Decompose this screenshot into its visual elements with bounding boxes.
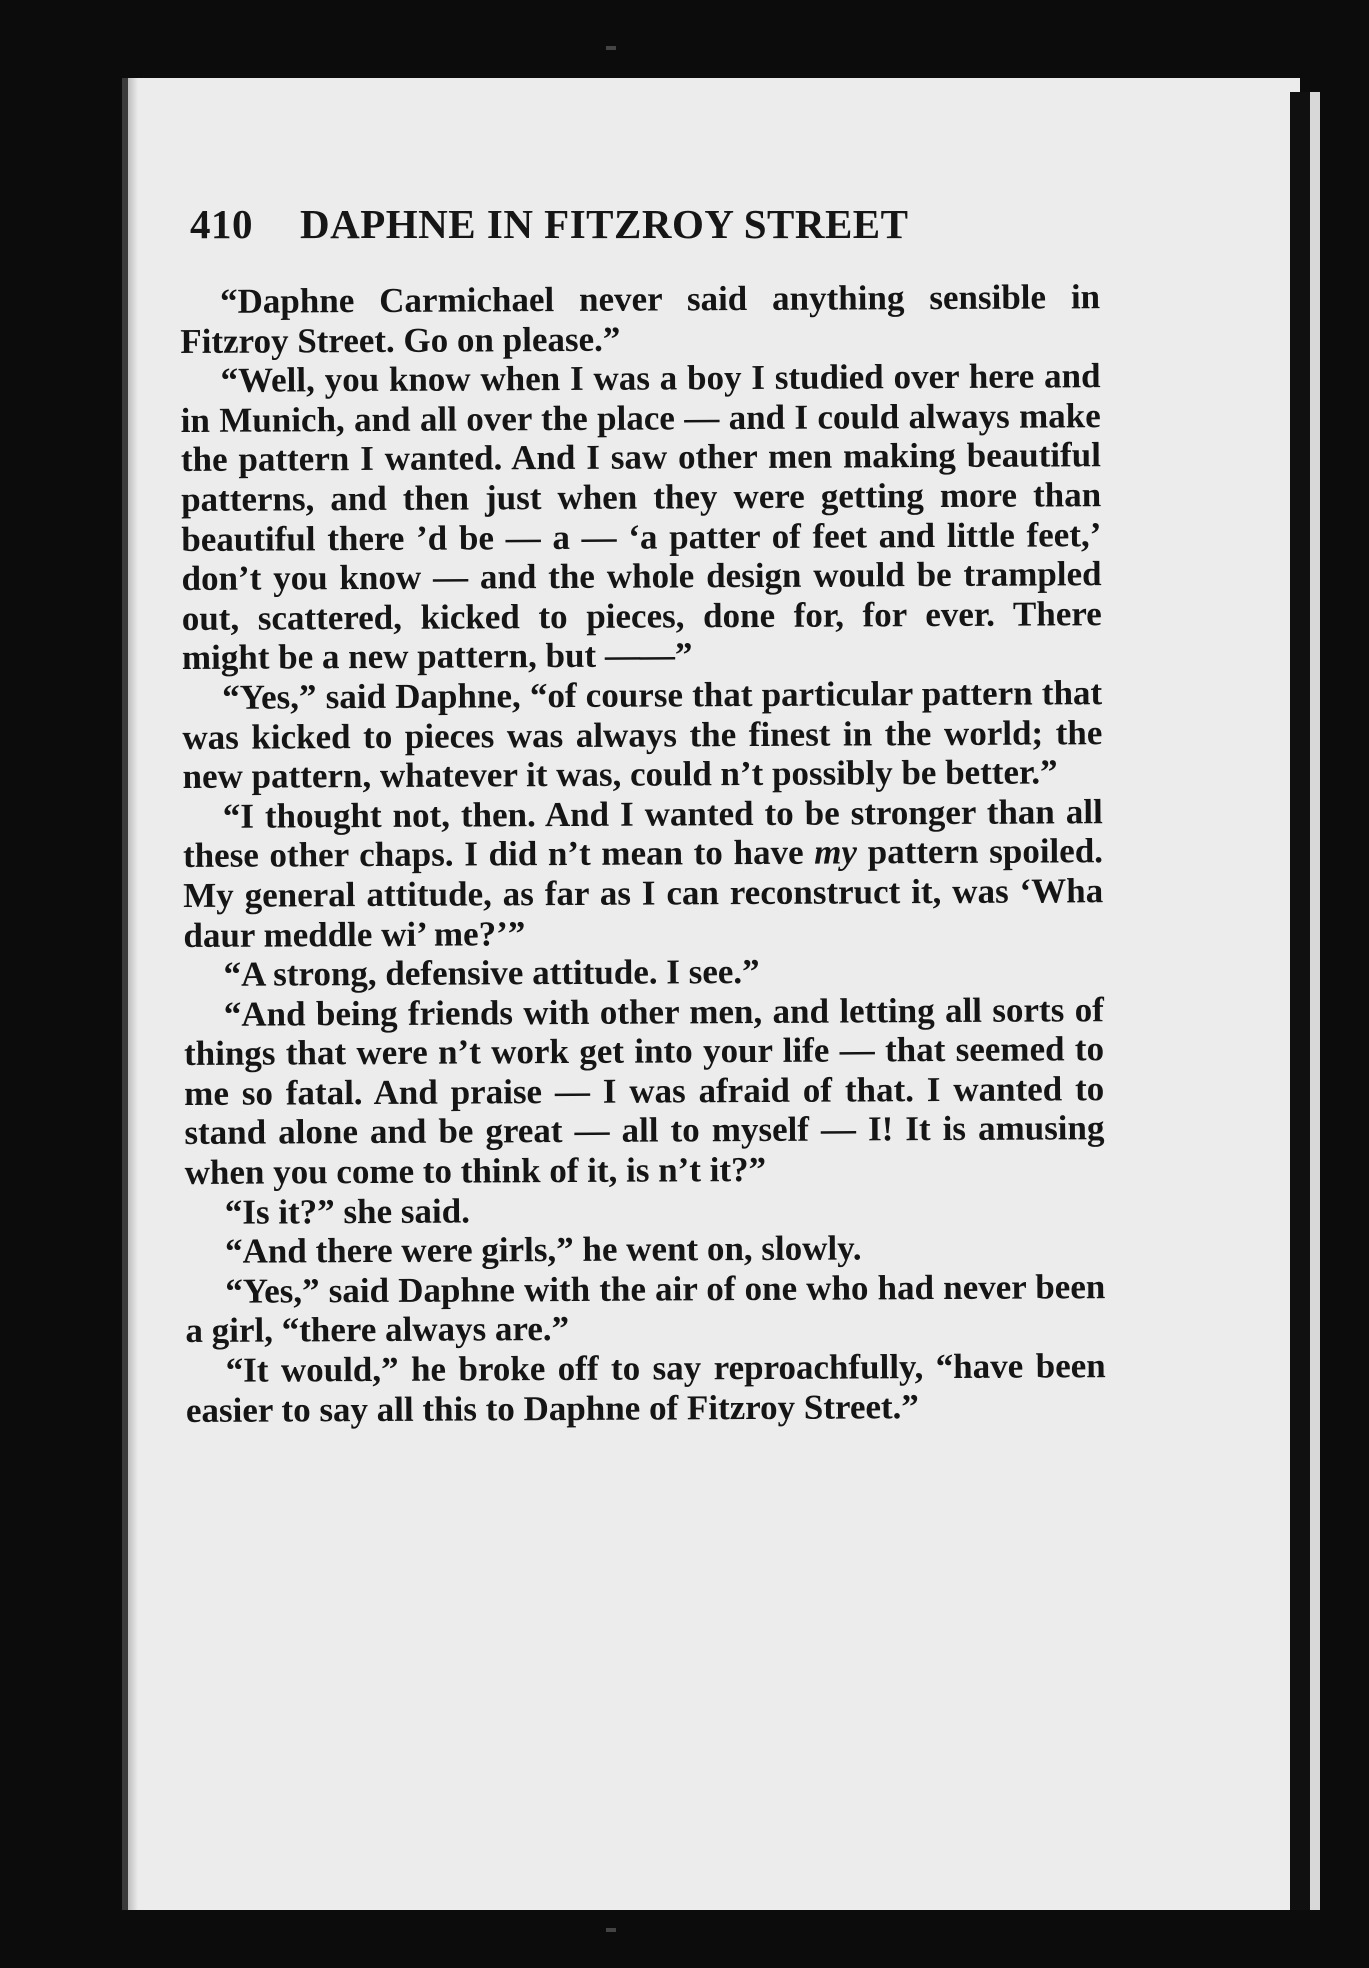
body-text	[180, 277, 1106, 1430]
paragraph: “Is it?” she said.	[224, 1191, 471, 1232]
running-title: DAPHNE IN FITZROY STREET	[300, 201, 909, 247]
scan-speck	[606, 46, 616, 50]
paragraph: “And being friends with other men, and letting all sorts of things that were n’t work get into your life — that seemed to me so fatal. And praise — I was afraid of that. I wanted to stand alone and be great — all to myself — I! It is amusing when you come to think of it, is n’t it?”	[183, 989, 1105, 1193]
book-spine	[1290, 92, 1310, 1910]
paragraph: “A strong, defensive attitude. I see.”	[223, 952, 760, 994]
paragraph: “I thought not, then. And I wanted to be stronger than all these other chaps. I did n’t mean to have my pattern spoiled. My general attitude, as far as I can reconstruct it, was ‘Wha daur meddle wi’ me?’”	[182, 791, 1104, 955]
paragraph: “Well, you know when I was a boy I studied over here and in Munich, and all over the place — and I could always make the pattern I wanted. And I saw other men making beautiful patterns, and then just when they were getting more than beautiful there ’d be — a — ‘a patter of feet and little feet,’ don’t you know — and the whole design would be trampled out, scattered, kicked to pieces, done for, for ever. There might be a new pattern, but ——”	[180, 356, 1102, 678]
paragraph: “Daphne Carmichael never said anything sensible in Fitzroy Street. Go on please.”	[180, 277, 1101, 361]
page-gutter-shadow	[128, 78, 138, 1910]
paragraph: “Yes,” said Daphne, “of course that particular pattern that was kicked to pieces was always the finest in the world; the new pattern, whatever it was, could n’t possibly be better.”	[182, 673, 1103, 797]
emphasis: my	[814, 832, 858, 872]
next-page-edge	[1310, 92, 1320, 1910]
page-number: 410	[190, 201, 253, 247]
paragraph: “It would,” he broke off to say reproachfully, “have been easier to say all this to Daphne of Fitzroy Street.”	[185, 1346, 1106, 1430]
paragraph: “Yes,” said Daphne with the air of one who had never been a girl, “there always are.”	[185, 1267, 1106, 1351]
paragraph: “And there were girls,” he went on, slowly.	[224, 1228, 862, 1272]
scan-speck	[606, 1928, 616, 1932]
running-header	[190, 200, 1090, 248]
